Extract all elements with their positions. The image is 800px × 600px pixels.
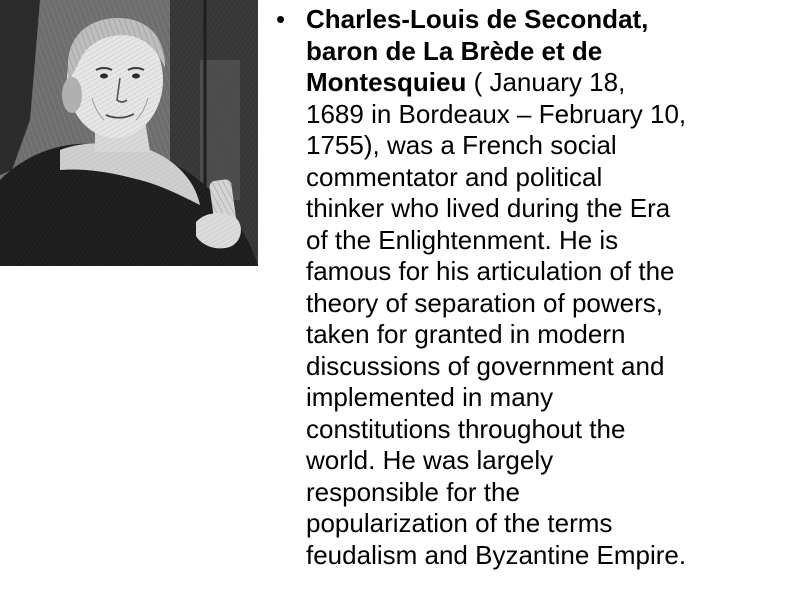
text-line <box>306 162 796 194</box>
text-line <box>306 477 796 509</box>
text-line <box>306 4 796 36</box>
bold-text: baron de La Brède et de <box>306 35 603 66</box>
normal-text: world. He was largely <box>306 445 554 475</box>
text-line <box>306 256 796 288</box>
bullet-item <box>276 4 796 571</box>
text-line <box>306 382 796 414</box>
normal-text: commentator and political <box>306 161 603 192</box>
text-line <box>306 288 796 320</box>
normal-text: thinker who lived during the Era <box>306 193 671 223</box>
normal-text: discussions of government and <box>306 350 665 381</box>
text-line <box>306 508 796 540</box>
normal-text: famous for his articulation of the <box>306 256 675 286</box>
normal-text: implemented in many <box>306 382 554 412</box>
bold-text: Montesquieu <box>306 67 467 97</box>
text-line <box>306 414 796 446</box>
normal-text: popularization of the terms <box>306 508 613 538</box>
bullet-dot-icon: • <box>276 4 286 34</box>
text-line <box>306 540 796 572</box>
normal-text: 1689 in Bordeaux – February 10, <box>306 98 687 129</box>
normal-text: constitutions throughout the <box>306 413 626 444</box>
normal-text: ( January 18, <box>466 67 626 97</box>
normal-text: theory of separation of powers, <box>306 287 663 318</box>
text-line <box>306 445 796 477</box>
text-line <box>306 193 796 225</box>
text-line <box>306 351 796 383</box>
text-line <box>306 130 796 162</box>
engraved-portrait-icon <box>0 0 258 266</box>
normal-text: taken for granted in modern <box>306 319 626 349</box>
normal-text: feudalism and Byzantine Empire. <box>306 539 687 570</box>
text-line <box>306 319 796 351</box>
text-line <box>306 225 796 257</box>
text-line <box>306 99 796 131</box>
normal-text: of the Enlightenment. He is <box>306 224 619 255</box>
text-line <box>306 36 796 68</box>
description-text <box>276 4 796 571</box>
text-line <box>306 67 796 99</box>
normal-text: responsible for the <box>306 476 520 507</box>
normal-text: 1755), was a French social <box>306 130 617 160</box>
portrait-image <box>0 0 258 266</box>
bold-text: Charles-Louis de Secondat, <box>306 4 649 34</box>
